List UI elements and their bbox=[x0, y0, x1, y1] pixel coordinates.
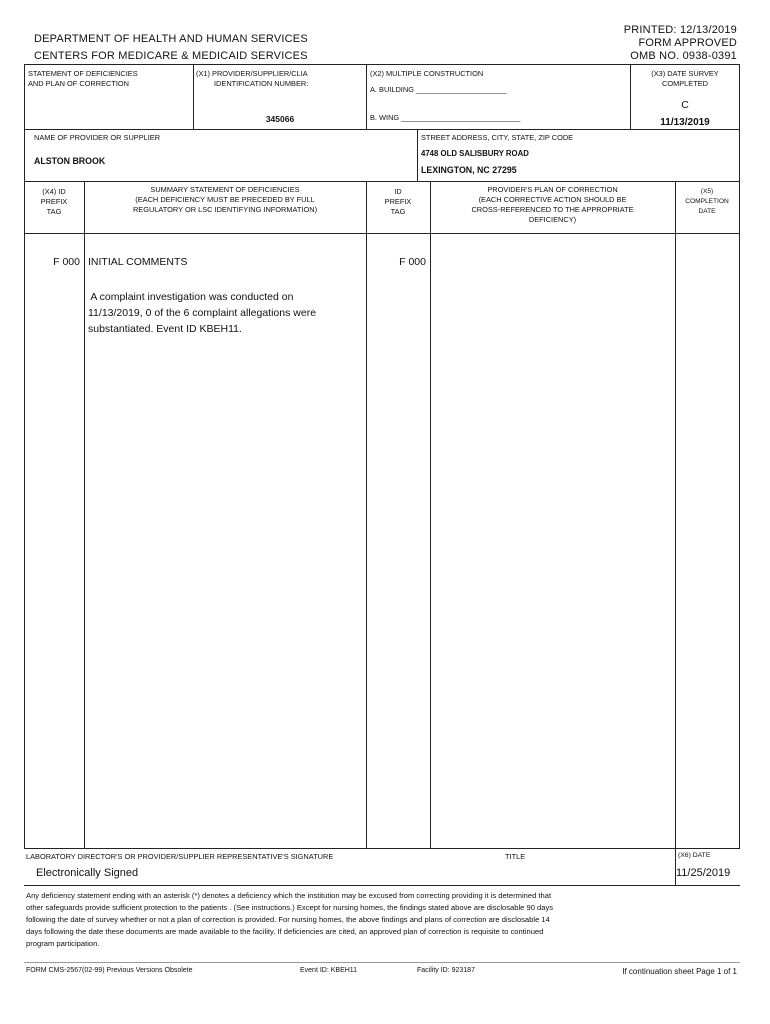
rule-body-left bbox=[24, 181, 25, 848]
rule-col-3 bbox=[430, 181, 431, 848]
title-label: TITLE bbox=[505, 852, 526, 861]
omb-number: OMB NO. 0938-0391 bbox=[630, 50, 737, 62]
date-label: (X6) DATE bbox=[678, 852, 711, 859]
statement-label: STATEMENT OF DEFICIENCIES AND PLAN OF CORRECTION bbox=[28, 69, 138, 88]
form-number: FORM CMS-2567(02-99) Previous Versions Obsolete bbox=[26, 967, 193, 974]
rule-footer bbox=[24, 962, 740, 963]
plan-header: PROVIDER'S PLAN OF CORRECTION (EACH CORRECTIVE ACTION SHOULD BE CROSS-REFERENCED TO THE APPROPRIATE DEFICIENCY) bbox=[471, 185, 634, 224]
address-line1: 4748 OLD SALISBURY ROAD bbox=[421, 149, 529, 158]
signature-value: Electronically Signed bbox=[36, 867, 139, 879]
centers-line: CENTERS FOR MEDICARE & MEDICAID SERVICES bbox=[34, 50, 308, 62]
rule-sig-bottom bbox=[24, 885, 740, 886]
rule-address bbox=[417, 129, 418, 181]
tag-left: F 000 bbox=[53, 256, 80, 268]
rule-x3 bbox=[630, 64, 631, 130]
x1-label: (X1) PROVIDER/SUPPLIER/CLIA IDENTIFICATION NUMBER: bbox=[196, 69, 309, 88]
rule-mid bbox=[24, 129, 740, 130]
building-field: A. BUILDING ______________________ bbox=[370, 85, 507, 94]
provider-name: ALSTON BROOK bbox=[34, 156, 106, 166]
rule-col-1 bbox=[84, 181, 85, 848]
rule-sig-top bbox=[24, 848, 740, 849]
tag-right: F 000 bbox=[399, 256, 426, 268]
rule-x2 bbox=[366, 64, 367, 130]
rule-col-2 bbox=[366, 181, 367, 848]
signed-date: 11/25/2019 bbox=[676, 867, 731, 879]
address-line2: LEXINGTON, NC 27295 bbox=[421, 165, 517, 175]
rule-body-right bbox=[739, 181, 740, 848]
department-line: DEPARTMENT OF HEALTH AND HUMAN SERVICES bbox=[34, 33, 308, 45]
x4-header: (X4) ID PREFIX TAG bbox=[40, 187, 68, 216]
disclaimer: Any deficiency statement ending with an asterisk (*) denotes a deficiency which the institution may be excused from correcting providing it is determined that other safeguards provide sufficient protection to the patients . (See instructions.) Except for nursing homes, the findings stated above are disclosable 90 days following the date of survey whether or not a plan of correction is provided. For nursing homes, the above findings and plans of correction are disclosable 14 days following the date these documents are made available to the facility. If deficiencies are cited, an approved plan of correction is requisite to continued program participation. bbox=[26, 891, 554, 948]
rule-cols-top bbox=[24, 181, 740, 182]
id-header: ID PREFIX TAG bbox=[384, 187, 412, 216]
entry-title: INITIAL COMMENTS bbox=[88, 256, 188, 268]
rule-cols-bottom bbox=[24, 233, 740, 234]
x5-header: (X5) COMPLETION DATE bbox=[685, 188, 729, 215]
printed-date: PRINTED: 12/13/2019 bbox=[623, 24, 737, 36]
page-indicator: If continuation sheet Page 1 of 1 bbox=[622, 967, 737, 976]
x2-label: (X2) MULTIPLE CONSTRUCTION bbox=[370, 69, 484, 78]
wing-field: B. WING _____________________________ bbox=[370, 113, 521, 122]
rule-col-4 bbox=[675, 181, 676, 848]
signature-label: LABORATORY DIRECTOR'S OR PROVIDER/SUPPLIER REPRESENTATIVE'S SIGNATURE bbox=[26, 852, 334, 861]
x3-date: 11/13/2019 bbox=[660, 117, 710, 128]
summary-header: SUMMARY STATEMENT OF DEFICIENCIES (EACH DEFICIENCY MUST BE PRECEDED BY FULL REGULATORY OR LSC IDENTIFYING INFORMATION) bbox=[132, 185, 318, 214]
provider-label: NAME OF PROVIDER OR SUPPLIER bbox=[34, 133, 161, 142]
entry-text: A complaint investigation was conducted on 11/13/2019, 0 of the 6 complaint allegations were substantiated. Event ID KBEH11. bbox=[88, 291, 317, 335]
rule-x1 bbox=[193, 64, 194, 130]
x3-label: (X3) DATE SURVEY COMPLETED bbox=[651, 69, 719, 88]
rule-top bbox=[24, 64, 740, 65]
x1-value: 345066 bbox=[265, 114, 295, 124]
form-approved: FORM APPROVED bbox=[638, 37, 737, 49]
address-label: STREET ADDRESS, CITY, STATE, ZIP CODE bbox=[421, 133, 574, 142]
x3-code: C bbox=[681, 99, 689, 111]
footer-event-id: Event ID: KBEH11 bbox=[300, 967, 358, 974]
footer-facility-id: Facility ID: 923187 bbox=[417, 967, 475, 974]
